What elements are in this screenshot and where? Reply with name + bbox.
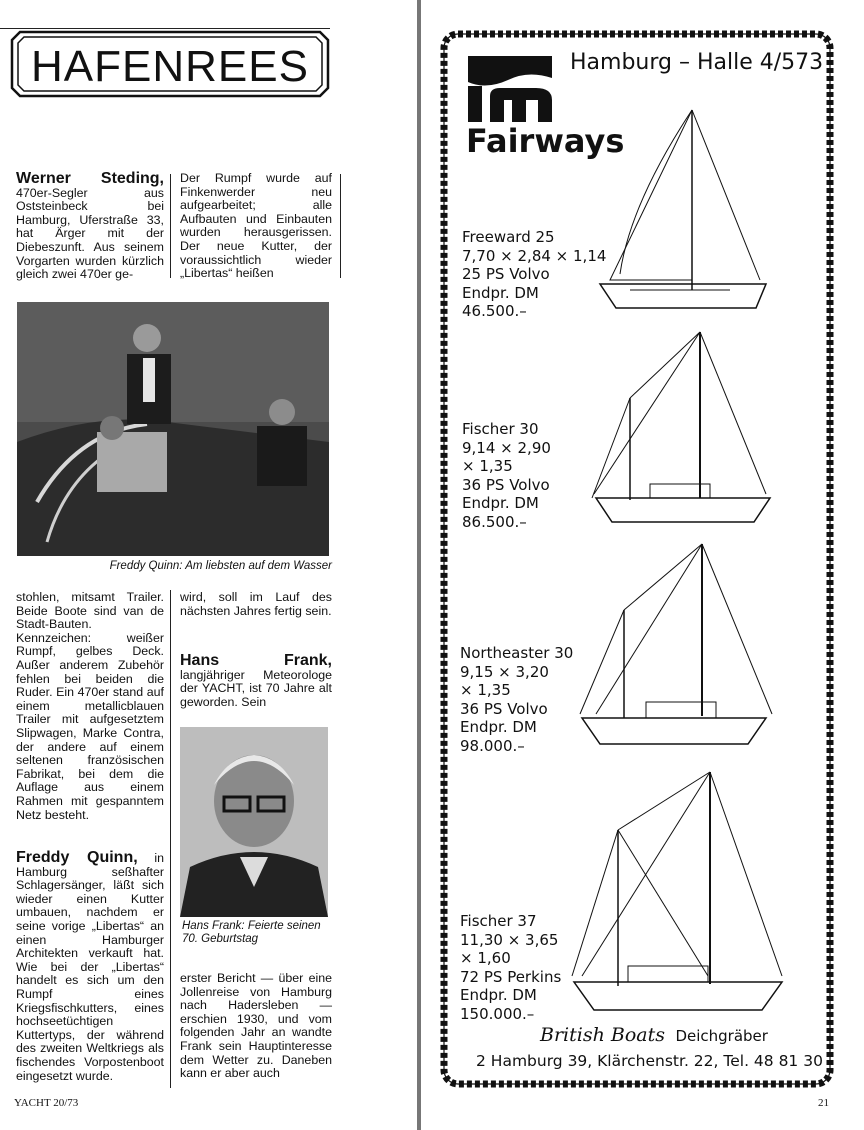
masthead-title: HAFENREES [31, 42, 309, 91]
boat-spec-line: 9,14 × 2,90 [462, 438, 551, 457]
boat-name: Fischer 30 [462, 420, 539, 438]
boat-spec-line: 150.000.– [460, 1004, 535, 1023]
boat-name: Fischer 37 [460, 912, 537, 930]
boat-spec-line: Endpr. DM [460, 718, 537, 736]
northeaster-30-sailboat-icon [576, 538, 776, 748]
hans-frank-photo [180, 727, 328, 917]
article-hans-frank [180, 654, 332, 709]
text-steding-1: 470er-Segler aus Oststeinbeck bei Hamburg, Uferstraße 33, hat Ärger mit der Diebeszunft. Aus seinem Vorgarten wurden kürzlich gleich zwei 470er ge- [16, 185, 164, 282]
article-steding-end [16, 591, 164, 822]
article-freddy-end [180, 591, 332, 618]
boat-spec-line: Endpr. DM [462, 283, 539, 302]
lead-steding: Werner Steding, [16, 170, 164, 187]
column-rule [340, 174, 341, 278]
ad-header: Hamburg – Halle 4/573 [570, 50, 824, 75]
fairways-logo-icon [468, 56, 552, 122]
boat-spec-line: 9,15 × 3,20 [460, 662, 549, 681]
boat-spec-line: Endpr. DM [460, 986, 537, 1004]
article-steding-intro [16, 172, 164, 282]
column-rule [170, 174, 171, 278]
boat-name: Freeward 25 [462, 228, 555, 246]
boat-spec-northeaster-30 [460, 644, 573, 755]
boat-spec-line: × 1,60 [460, 949, 511, 967]
text-steding-3: stohlen, mitsamt Trailer. Beide Boote sind van de Stadt-Bauten. Kennzeichen: weißer Rumpf, gelbes Deck. Außer anderem Zubehör fehlen bei beiden die Ruder. Ein 470er stand auf einem metallicblauen Trailer mit aufgesetztem Slipwagen, Marke Contra, der andere auf einem seltenen französischen Fabrikat, bei dem die Auflage aus einem Rahmen mit gespanntem Netz besteht. [16, 590, 164, 822]
footer-left: YACHT 20/73 [14, 1097, 79, 1109]
boat-spec-line: 98.000.– [460, 736, 525, 755]
boat-spec-fischer-37 [460, 912, 561, 1023]
boat-spec-line: 36 PS Volvo [460, 699, 548, 718]
dealer-address: 2 Hamburg 39, Klärchenstr. 22, Tel. 48 81 30 [476, 1052, 823, 1070]
photo-caption-freddy: Freddy Quinn: Am liebsten auf dem Wasser [109, 560, 332, 572]
dealer-script: British Boats [540, 1024, 665, 1046]
article-freddy-quinn [16, 851, 164, 1083]
text-freddy: in Hamburg seßhafter Schlagersänger, läßt sich wieder einen Kutter umbauen, nachdem er seine vorige „Libertas“ an einen Hamburger Architekten verkauft hat. Wie bei der „Libertas“ handelt es sich um den Rumpf eines Kriegsfischkutters, eines hochseetüchtigen Kuttertyps, der während des zweiten Weltkriegs als fischendes Vorpostenboot eingesetzt wurde. [16, 851, 164, 1083]
boat-spec-line: 86.500.– [462, 512, 527, 531]
column-rule [170, 590, 171, 1088]
text-hans-frank: langjähriger Meteorologe der YACHT, ist 70 Jahre alt geworden. Sein [180, 667, 332, 709]
boat-scene-icon [17, 302, 329, 556]
fairways-ad [440, 30, 834, 1088]
boat-spec-fischer-30 [462, 420, 551, 531]
article-hans-frank-end [180, 972, 332, 1081]
text-hans-frank-2: erster Bericht — über eine Jollenreise von Hamburg nach Hadersleben — erschien 1930, und vom folgenden Jahr an wandte Frank sein Hauptinteresse dem Wetter zu. Daneben kann er aber auch [180, 971, 332, 1081]
boat-spec-line: 36 PS Volvo [462, 475, 550, 494]
article-steding-continued [180, 172, 332, 281]
brand-name: Fairways [466, 122, 625, 160]
freeward-25-sailboat-icon [590, 104, 780, 314]
boat-spec-line: 46.500.– [462, 302, 527, 320]
text-freddy-end: wird, soll im Lauf des nächsten Jahres fertig sein. [180, 590, 332, 618]
masthead [10, 28, 330, 100]
text-steding-2: Der Rumpf wurde auf Finkenwerder neu aufgearbeitet; alle Aufbauten und Einbauten wurden herausgerissen. Der neue Kutter, der voraussichtlich wieder „Libertas“ heißen [180, 171, 332, 281]
footer-right: 21 [818, 1097, 829, 1109]
portrait-icon [180, 727, 328, 917]
boat-spec-line: 7,70 × 2,84 × 1,14 [462, 246, 607, 265]
dealer-name: Deichgräber [675, 1027, 768, 1045]
page-gutter [417, 0, 421, 1130]
lead-freddy: Freddy Quinn, [16, 849, 138, 866]
boat-name: Northeaster 30 [460, 644, 574, 662]
freddy-quinn-photo [17, 302, 329, 556]
photo-caption-hans-frank: Hans Frank: Feierte seinen 70. Geburtstag [182, 920, 321, 945]
fischer-30-sailboat-icon [590, 328, 780, 528]
boat-spec-line: 11,30 × 3,65 [460, 930, 559, 949]
boat-spec-freeward-25 [462, 228, 606, 321]
boat-spec-line: 72 PS Perkins [460, 967, 562, 986]
boat-spec-line: Endpr. DM [462, 494, 539, 512]
lead-hans-frank: Hans Frank, [180, 652, 332, 669]
boat-spec-line: × 1,35 [462, 457, 513, 475]
fischer-37-sailboat-icon [568, 766, 788, 1016]
dealer-line [540, 1024, 768, 1046]
boat-spec-line: 25 PS Volvo [462, 265, 550, 283]
boat-spec-line: × 1,35 [460, 681, 511, 699]
